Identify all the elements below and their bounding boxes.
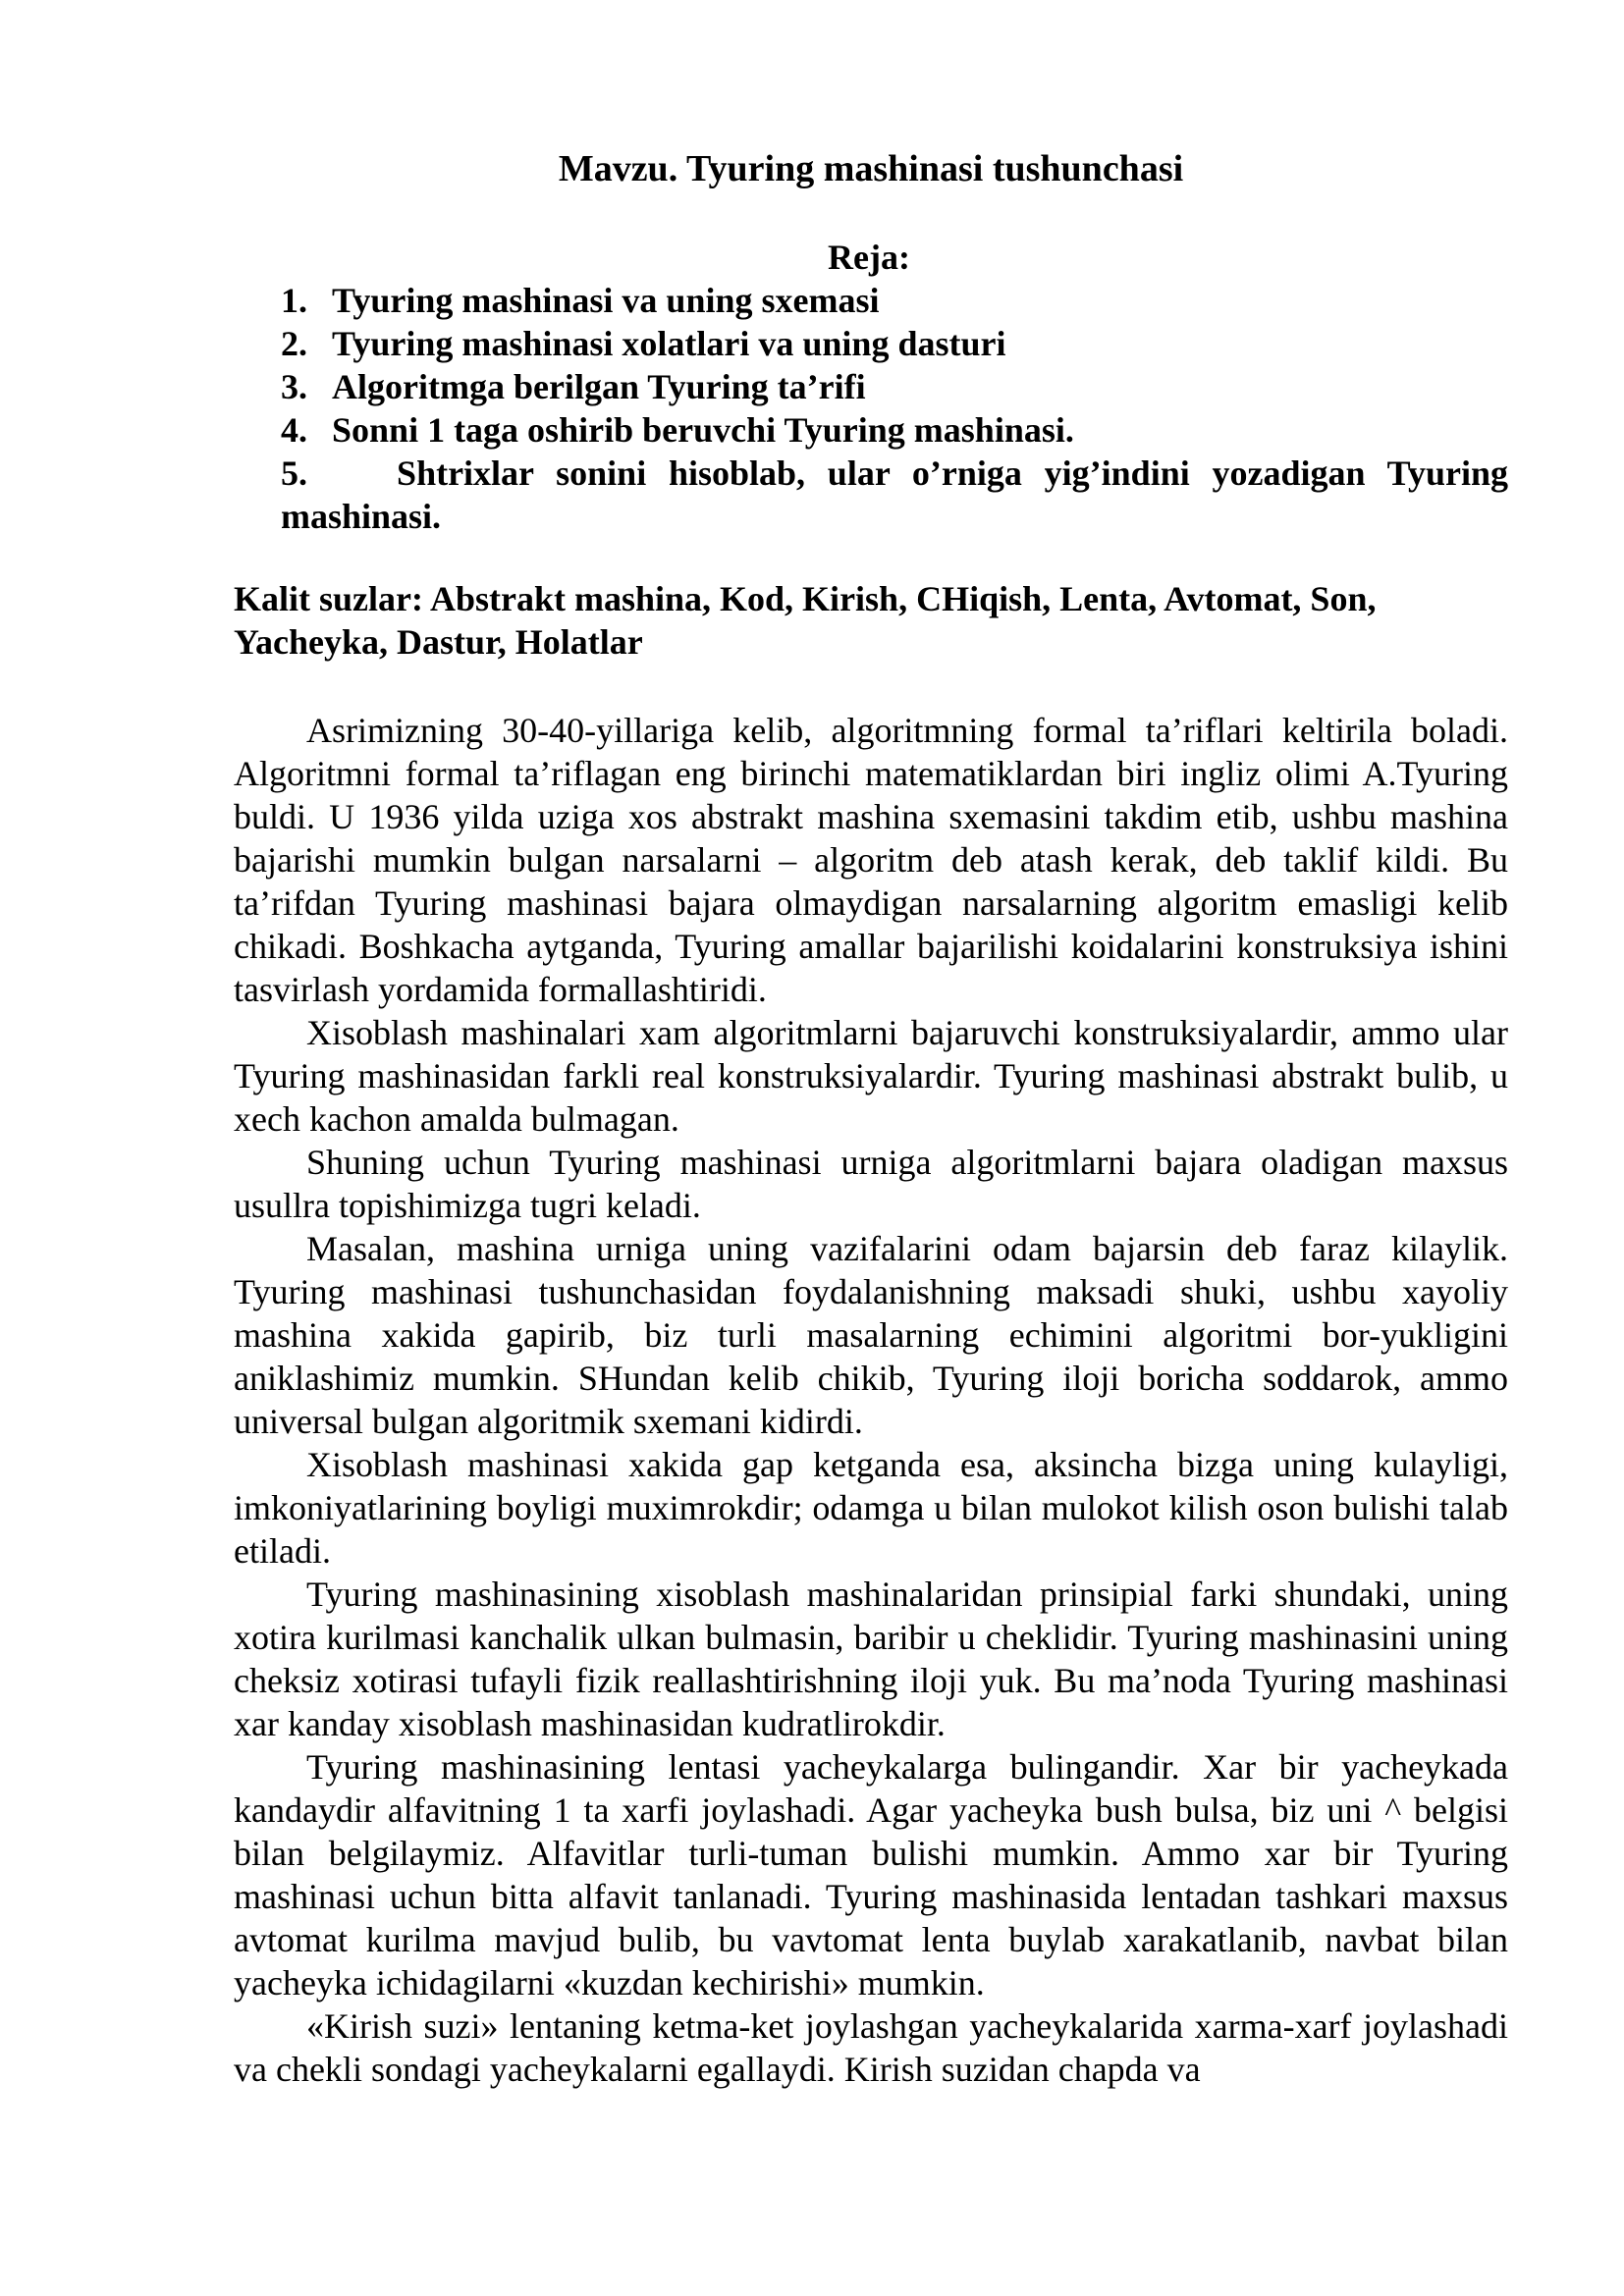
paragraph: Xisoblash mashinasi xakida gap ketganda esa, aksincha bizga uning kulayligi, imkoniyatlarining boyligi muximrokdir; odamga u bilan mulokot kilish oson bulishi talab etiladi. — [234, 1444, 1508, 1571]
plan-item-text: Tyuring mashinasi xolatlari va uning dasturi — [332, 323, 1006, 363]
plan-item-number: 4. — [281, 409, 307, 450]
keywords: Kalit suzlar: Abstrakt mashina, Kod, Kirish, CHiqish, Lenta, Avtomat, Son, Yacheyka, Dastur, Holatlar — [234, 578, 1377, 662]
plan-item — [281, 452, 1508, 538]
plan-item — [281, 322, 1508, 365]
document-page — [234, 147, 1508, 2091]
paragraph: Asrimizning 30-40-yillariga kelib, algoritmning formal ta’riflari keltirila boladi. Algoritmni formal ta’riflagan eng birinchi matematiklardan biri ingliz olimi A.Tyuring buldi. U 1936 yilda uziga xos abstrakt mashina sxemasini takdim etib, ushbu mashina bajarishi mumkin bulgan narsalarni – algoritm deb atash kerak, deb taklif kildi. Bu ta’rifdan Tyuring mashinasi bajara olmaydigan narsalarning algoritm emasligi kelib chikadi. Boshkacha aytganda, Tyuring amallar bajarilishi koidalarini konstruksiya ishini tasvirlash yordamida formallashtiridi. — [234, 710, 1508, 1009]
paragraph: «Kirish suzi» lentaning ketma-ket joylashgan yacheykalarida xarma-xarf joylashadi va chekli sondagi yacheykalarni egallaydi. Kirish suzidan chapda va — [234, 2005, 1508, 2089]
paragraph: Tyuring mashinasining lentasi yacheykalarga bulingandir. Xar bir yacheykada kandaydir alfavitning 1 ta xarfi joylashadi. Agar yacheyka bush bulsa, biz uni ^ belgisi bilan belgilaymiz. Alfavitlar turli-tuman bulishi mumkin. Ammo xar bir Tyuring mashinasi uchun bitta alfavit tanlanadi. Tyuring mashinasida lentadan tashkari maxsus avtomat kurilma mavjud bulib, bu vavtomat lenta buylab xarakatlanib, navbat bilan yacheyka ichidagilarni «kuzdan kechirishi» mumkin. — [234, 1746, 1508, 2002]
plan-item-number: 2. — [281, 323, 307, 363]
paragraph: Masalan, mashina urniga uning vazifalarini odam bajarsin deb faraz kilaylik. Tyuring mashinasi tushunchasidan foydalanishning maksadi shuki, ushbu xayoliy mashina xakida gapirib, biz turli masalarning echimini algoritmi bor-yukligini aniklashimiz mumkin. SHundan kelib chikib, Tyuring iloji boricha soddarok, ammo universal bulgan algoritmik sxemani kidirdi. — [234, 1228, 1508, 1441]
plan-item-text: Algoritmga berilgan Tyuring ta’rifi — [332, 366, 866, 406]
plan-item-text: Sonni 1 taga oshirib beruvchi Tyuring mashinasi. — [332, 409, 1074, 450]
body-text — [234, 709, 1508, 2091]
plan-heading: Reja: — [828, 237, 910, 277]
plan-section — [234, 236, 1508, 538]
plan-item-text: Tyuring mashinasi va uning sxemasi — [332, 280, 880, 320]
plan-item-text: Shtrixlar sonini hisoblab, ular o’rniga yig’indini yozadigan Tyuring mashinasi. — [281, 453, 1508, 536]
plan-item-number: 5. — [281, 453, 307, 493]
plan-list — [234, 279, 1508, 538]
plan-item — [281, 365, 1508, 408]
plan-item-number: 3. — [281, 366, 307, 406]
plan-item — [281, 279, 1508, 322]
plan-item-number: 1. — [281, 280, 307, 320]
paragraph: Tyuring mashinasining xisoblash mashinalaridan prinsipial farki shundaki, uning xotira kurilmasi kanchalik ulkan bulmasin, baribir u cheklidir. Tyuring mashinasini uning cheksiz xotirasi tufayli fizik reallashtirishning iloji yuk. Bu ma’noda Tyuring mashinasi xar kanday xisoblash mashinasidan kudratlirokdir. — [234, 1574, 1508, 1743]
paragraph: Xisoblash mashinalari xam algoritmlarni bajaruvchi konstruksiyalardir, ammo ular Tyuring mashinasidan farkli real konstruksiyalardir. Tyuring mashinasi abstrakt bulib, u xech kachon amalda bulmagan. — [234, 1012, 1508, 1139]
paragraph: Shuning uchun Tyuring mashinasi urniga algoritmlarni bajara oladigan maxsus usullra topishimizga tugri keladi. — [234, 1142, 1508, 1225]
document-title: Mavzu. Tyuring mashinasi tushunchasi — [558, 148, 1184, 189]
plan-item — [281, 408, 1508, 452]
